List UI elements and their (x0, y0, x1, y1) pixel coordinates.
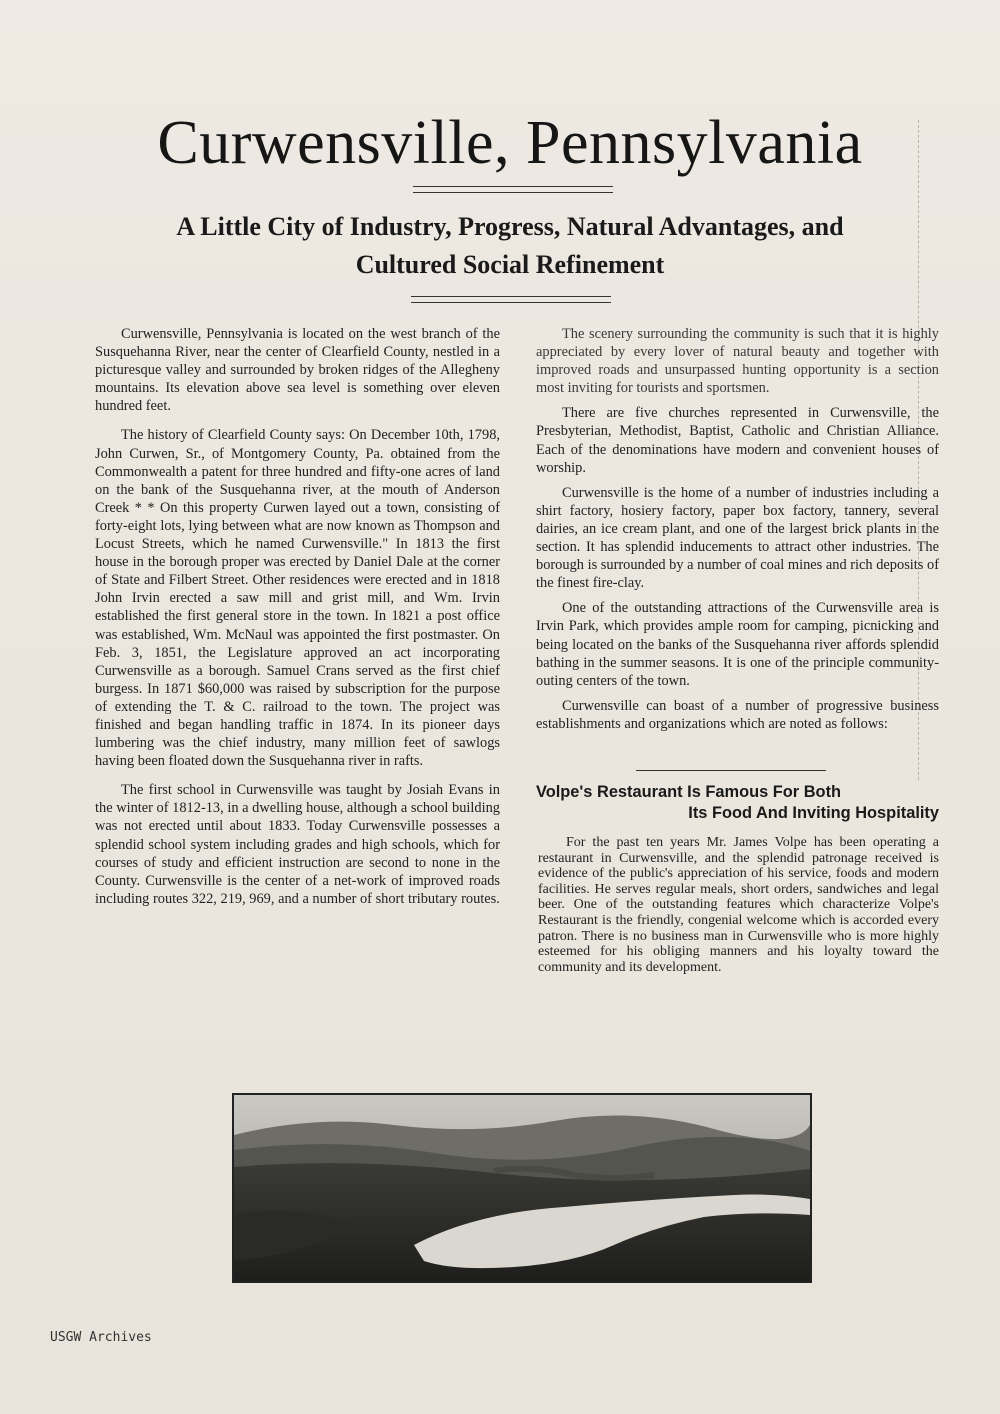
volpe-paragraph: For the past ten years Mr. James Volpe has been operating a restaurant in Curwensville, and the splendid patronage received is evidence of the public's appreciation of his service, foods and modern facilities. He serves regular meals, short orders, sandwiches and legal beer. One of the outstanding features which characterize Volpe's Restaurant is the friendly, congenial welcome which is accorded every patron. There is no business man in Curwensville who is more highly esteemed for his obliging manners and his loyalty toward the community and its development. (538, 835, 939, 975)
river-photo-graphic (234, 1095, 810, 1281)
volpe-heading-line-2: Its Food And Inviting Hospitality (688, 804, 939, 822)
subtitle-line-2: Cultured Social Refinement (355, 250, 665, 279)
subtitle-divider (411, 296, 611, 303)
volpe-article (538, 835, 939, 975)
section-divider (636, 770, 826, 771)
river-landscape-photo (232, 1093, 812, 1283)
paragraph-location: Curwensville, Pennsylvania is located on the west branch of the Susquehanna River, near the center of Clearfield County, nestled in a picturesque valley and surrounded by broken ridges of the Allegheny mountains. Its elevation above sea level is something over eleven hundred feet. (95, 326, 500, 415)
volpe-heading-line-1: Volpe's Restaurant Is Famous For Both (536, 783, 842, 801)
paragraph-schools: The first school in Curwensville was taught by Josiah Evans in the winter of 1812-13, in a dwelling house, although a school building was not erected until about 1833. Today Curwensville possesses a splendid school system including grades and high schools, which for courses of study and efficient instruction are second to none in the County. Curwensville is the center of a net-work of improved roads including routes 322, 219, 969, and a number of short tributary routes. (95, 782, 500, 907)
right-column (536, 325, 939, 740)
paragraph-history: The history of Clearfield County says: On December 10th, 1798, John Curwen, Sr., of Montgomery County, Pa. obtained from the Commonwealth a patent for three hundred and fifty-one acres of land on the bank of the Susquehanna river, at the mouth of Anderson Creek * * On this property Curwen layed out a town, consisting of forty-eight lots, lying between what are now known as Thompson and Locust Streets, which he named Curwensville." In 1813 the first house in the borough proper was erected by Daniel Dale at the corner of State and Filbert Street. Other residences were erected and in 1818 John Irvin erected a saw mill and grist mill, and Wm. Irvin established the first general store in the town. In 1821 a post office was established, Wm. McNaul was appointed the first postmaster. On Feb. 3, 1851, the Legislature approved an act incorporating Curwensville as a borough. Samuel Crans served as the first chief burgess. In 1871 $60,000 was raised by subscription for the purpose of extending the T. & C. railroad to the town. The project was finished and began handling traffic in 1874. In its pioneer days lumbering was the chief industry, many million feet of sawlogs having been floated down the Susquehanna river in rafts. (95, 427, 500, 770)
paragraph-churches: There are five churches represented in Curwensville, the Presbyterian, Methodist, Baptist, Catholic and Christian Alliance. Each of the denominations have modern and convenient houses of worship. (536, 405, 939, 476)
paragraph-businesses: Curwensville can boast of a number of progressive business establishments and organizations which are noted as follows: (536, 697, 939, 732)
subtitle-line-1: A Little City of Industry, Progress, Natural Advantages, and (176, 212, 844, 241)
paragraph-industries: Curwensville is the home of a number of industries including a shirt factory, hosiery factory, paper box factory, tannery, several dairies, an ice cream plant, and one of the largest brick plants in the section. It has splendid inducements to attract other industries. The borough is surrounded by a number of coal mines and rich deposits of the finest fire-clay. (536, 484, 939, 592)
title-divider (413, 186, 613, 193)
left-column (95, 325, 500, 919)
archive-footer: USGW Archives (50, 1330, 152, 1345)
paragraph-scenery: The scenery surrounding the community is such that it is highly appreciated by every lover of natural beauty and together with improved roads and unsurpassed hunting opportunity is a section most inviting for tourists and sportsmen. (536, 326, 939, 397)
volpe-heading (536, 782, 939, 824)
paragraph-irvin-park: One of the outstanding attractions of the Curwensville area is Irvin Park, which provides ample room for camping, picnicking and being located on the banks of the Susquehanna river affords splendid bathing in the summer seasons. It is one of the principle community-outing centers of the town. (536, 600, 939, 689)
page-title: Curwensville, Pennsylvania (157, 109, 863, 177)
page-subtitle (110, 208, 910, 284)
